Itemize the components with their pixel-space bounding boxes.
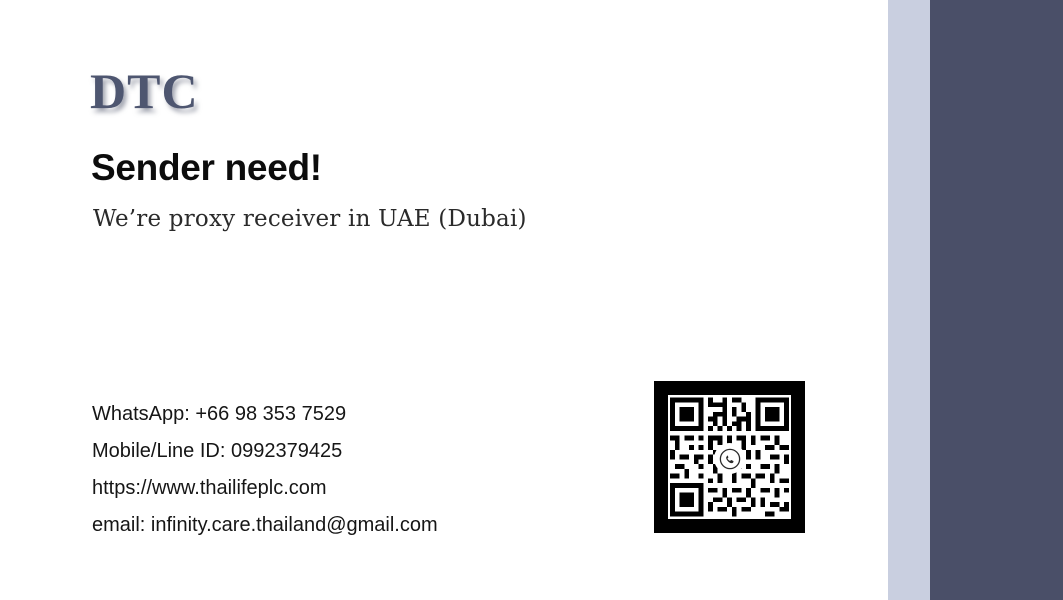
- contact-whatsapp: WhatsApp: +66 98 353 7529: [92, 403, 347, 425]
- page-subtitle: We’re proxy receiver in UAE (Dubai): [93, 206, 527, 232]
- whatsapp-icon: [714, 443, 745, 474]
- decorative-bar-light: [888, 0, 930, 600]
- whatsapp-qr-code: [654, 381, 805, 533]
- decorative-bar-dark: [930, 0, 1063, 600]
- contact-mobile-line: Mobile/Line ID: 0992379425: [92, 440, 343, 462]
- company-logo: DTC: [90, 63, 199, 119]
- contact-email[interactable]: email: infinity.care.thailand@gmail.com: [92, 514, 438, 536]
- contact-website[interactable]: https://www.thailifeplc.com: [92, 477, 327, 499]
- page-title: Sender need!: [91, 147, 322, 188]
- contact-list: [92, 396, 438, 544]
